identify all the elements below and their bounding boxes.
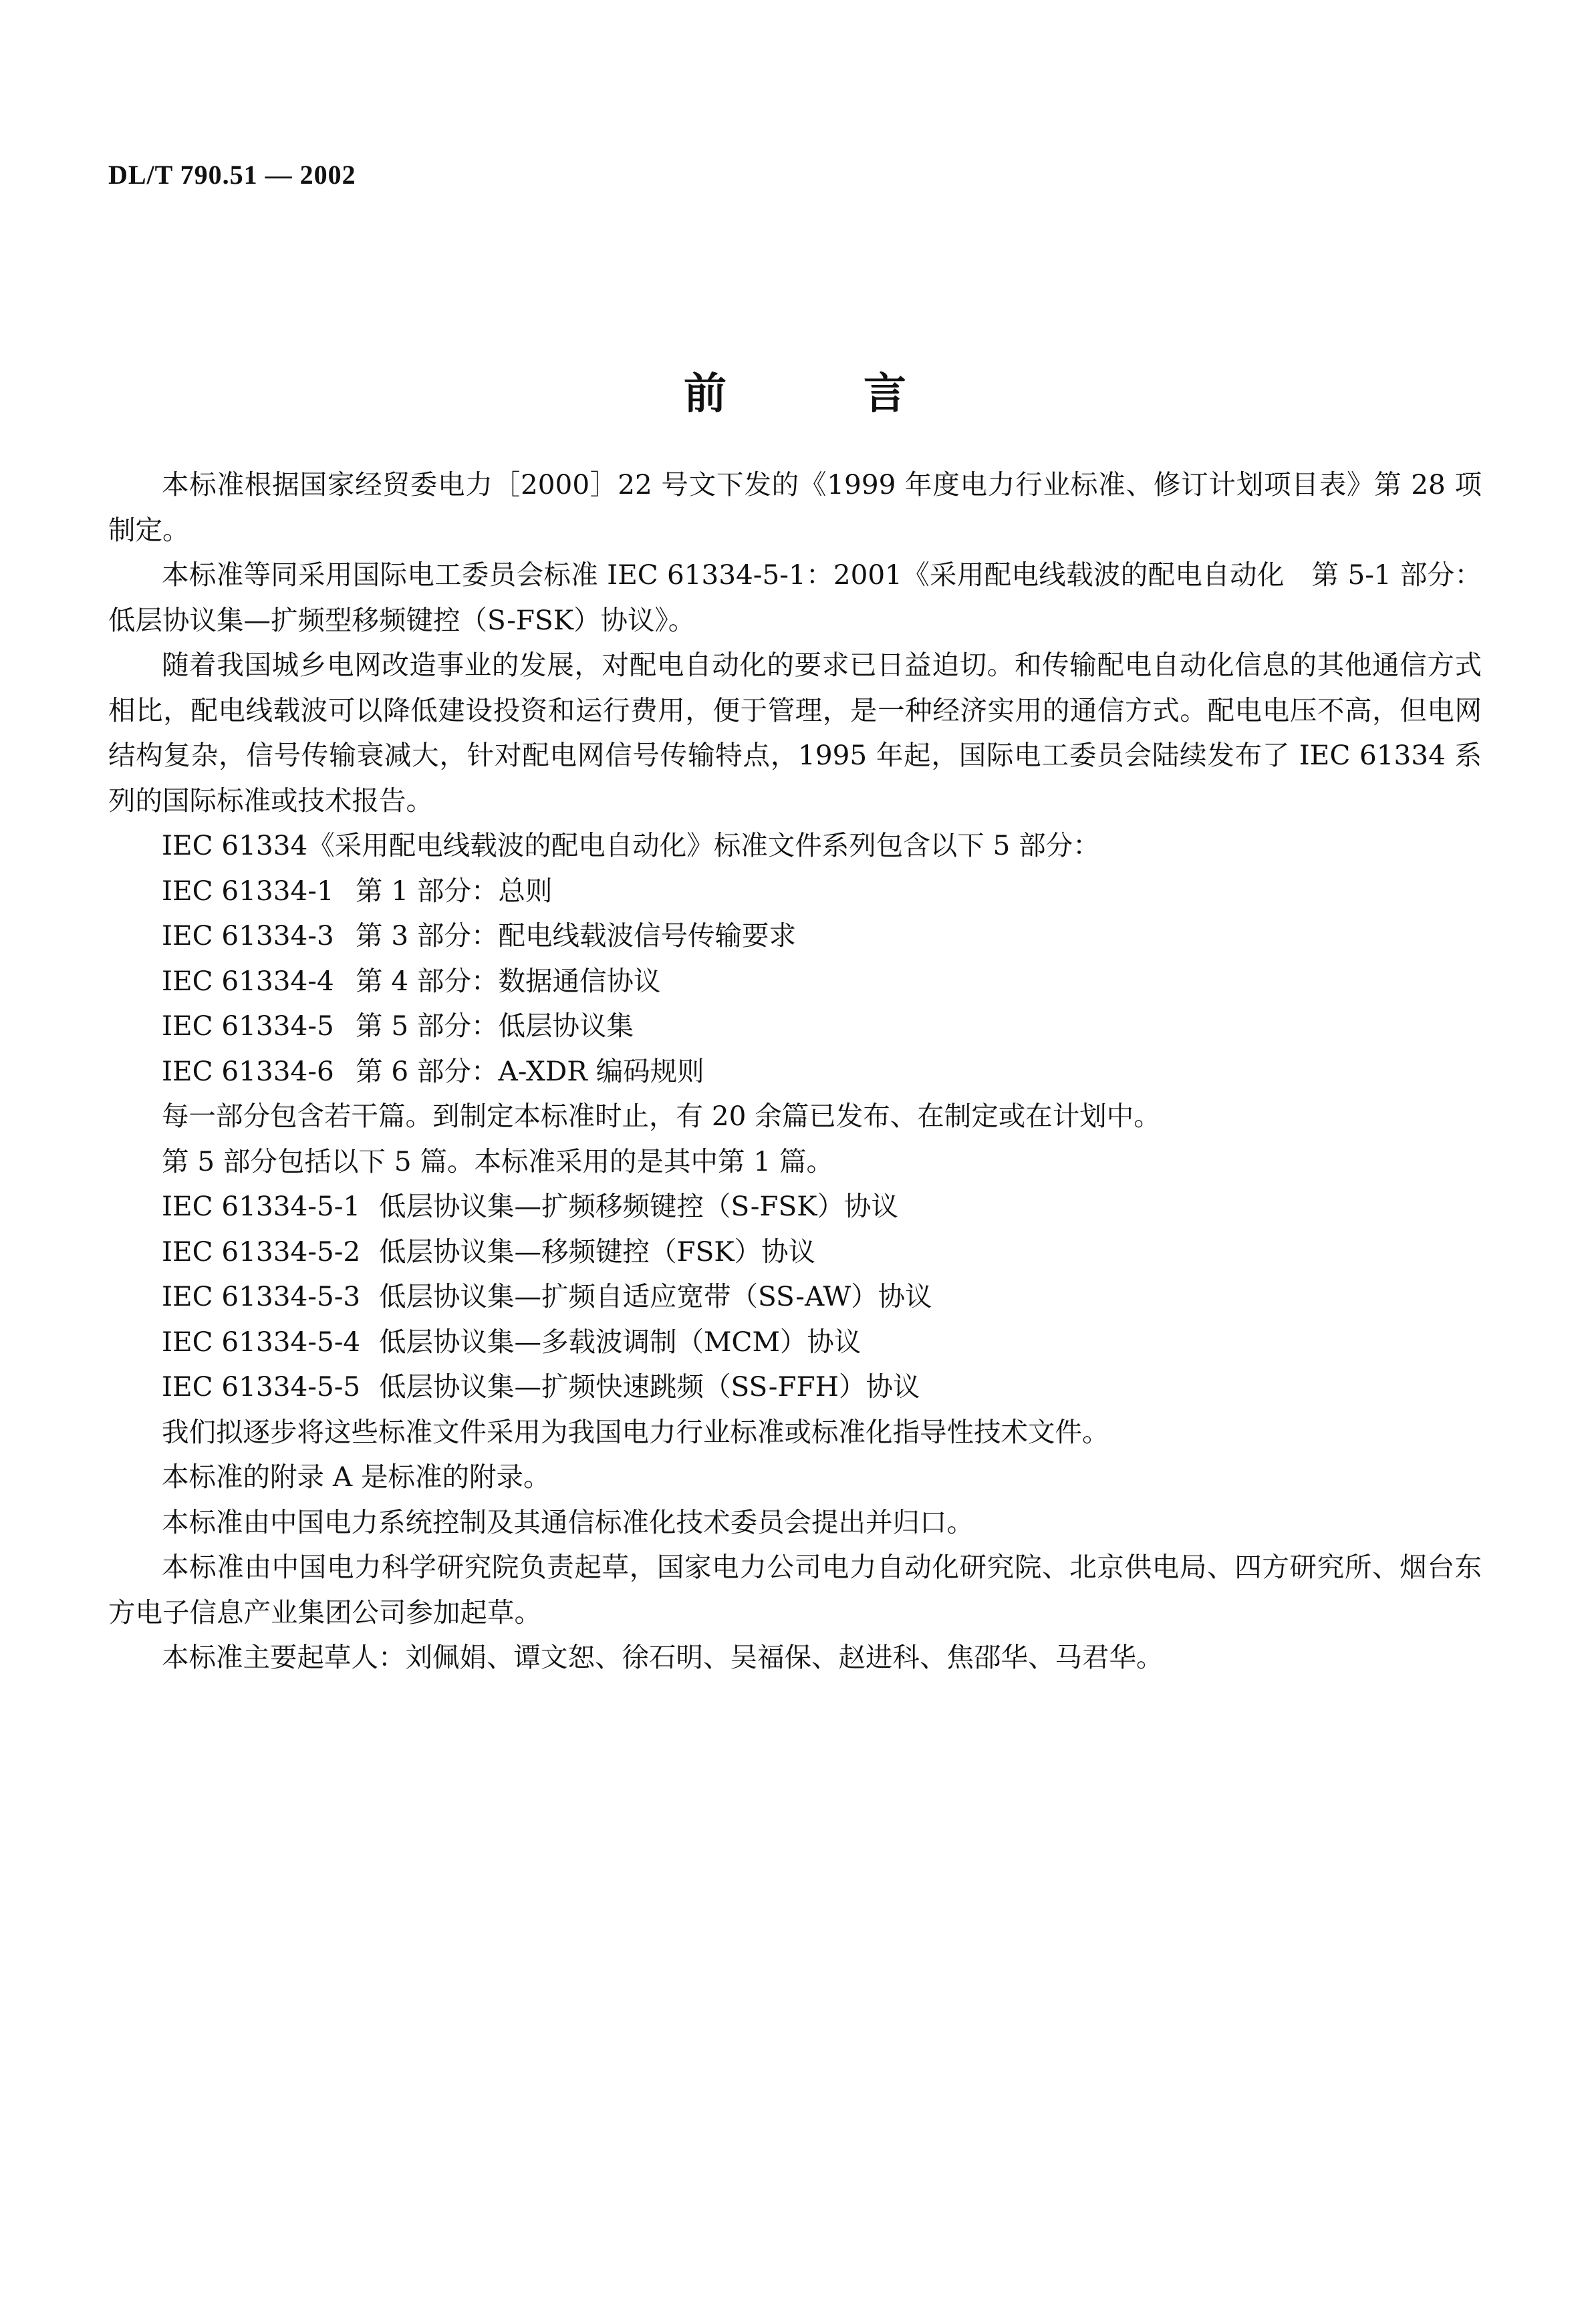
paragraph-sections-intro: 第 5 部分包括以下 5 篇。本标准采用的是其中第 1 篇。 (162, 1145, 834, 1177)
section-desc: 低层协议集—多载波调制（MCM）协议 (379, 1325, 862, 1358)
list-item (108, 1320, 1482, 1365)
sections-list (108, 1184, 1482, 1410)
section-code: IEC 61334-5-3 (162, 1280, 361, 1312)
section-code: IEC 61334-5-4 (162, 1325, 361, 1358)
foreword-body (108, 462, 1482, 1681)
part-desc: 第 4 部分：数据通信协议 (356, 964, 661, 997)
parts-list (108, 869, 1482, 1095)
paragraph-drafters: 本标准主要起草人：刘佩娟、谭文恕、徐石明、吴福保、赵进科、焦邵华、马君华。 (162, 1641, 1164, 1673)
section-code: IEC 61334-5-2 (162, 1235, 361, 1268)
paragraph-basis: 本标准根据国家经贸委电力［2000］22 号文下发的《1999 年度电力行业标准、修订计划项目表》第 28 项制定。 (108, 468, 1482, 546)
section-desc: 低层协议集—扩频移频键控（S-FSK）协议 (379, 1190, 899, 1222)
list-item (108, 1364, 1482, 1410)
paragraph-series-intro: IEC 61334《采用配电线载波的配电自动化》标准文件系列包含以下 5 部分： (162, 829, 1100, 861)
page-title: 前言 (684, 370, 1043, 419)
part-desc: 第 1 部分：总则 (356, 874, 553, 907)
part-code: IEC 61334-3 (162, 919, 334, 952)
part-code: IEC 61334-1 (162, 874, 334, 907)
list-item (108, 913, 1482, 959)
list-item (108, 1004, 1482, 1049)
section-desc: 低层协议集—扩频快速跳频（SS-FFH）协议 (379, 1370, 920, 1403)
list-item (108, 869, 1482, 914)
paragraph-plan: 我们拟逐步将这些标准文件采用为我国电力行业标准或标准化指导性技术文件。 (162, 1415, 1109, 1448)
section-code: IEC 61334-5-1 (162, 1190, 361, 1222)
section-code: IEC 61334-5-5 (162, 1370, 361, 1403)
list-item (108, 1274, 1482, 1320)
list-item (108, 959, 1482, 1004)
document-code: DL/T 790.51 — 2002 (108, 160, 356, 190)
part-code: IEC 61334-6 (162, 1054, 334, 1087)
paragraph-background: 随着我国城乡电网改造事业的发展，对配电自动化的要求已日益迫切。和传输配电自动化信息的其他通信方式相比，配电线载波可以降低建设投资和运行费用，便于管理，是一种经济实用的通信方式。配电电压不高，但电网结构复杂，信号传输衰减大，针对配电网信号传输特点，1995 年起，国际电工委员会陆续发布了 IEC 61334 系列的国际标准或技术报告。 (108, 649, 1482, 817)
paragraph-parts-note: 每一部分包含若干篇。到制定本标准时止，有 20 余篇已发布、在制定或在计划中。 (162, 1100, 1161, 1132)
part-code: IEC 61334-5 (162, 1010, 334, 1042)
section-desc: 低层协议集—移频键控（FSK）协议 (379, 1235, 816, 1268)
part-desc: 第 5 部分：低层协议集 (356, 1010, 634, 1042)
part-desc: 第 3 部分：配电线载波信号传输要求 (356, 919, 797, 952)
paragraph-adoption: 本标准等同采用国际电工委员会标准 IEC 61334-5-1：2001《采用配电线载波的配电自动化 第 5-1 部分：低层协议集—扩频型移频键控（S-FSK）协议》。 (108, 559, 1482, 636)
part-code: IEC 61334-4 (162, 964, 334, 997)
section-desc: 低层协议集—扩频自适应宽带（SS-AW）协议 (379, 1280, 932, 1312)
list-item (108, 1229, 1482, 1275)
list-item (108, 1184, 1482, 1229)
paragraph-proposer: 本标准由中国电力系统控制及其通信标准化技术委员会提出并归口。 (162, 1505, 974, 1538)
paragraph-appendix: 本标准的附录 A 是标准的附录。 (162, 1461, 551, 1493)
paragraph-drafting-units: 本标准由中国电力科学研究院负责起草，国家电力公司电力自动化研究院、北京供电局、四方研究所、烟台东方电子信息产业集团公司参加起草。 (108, 1551, 1482, 1628)
part-desc: 第 6 部分：A-XDR 编码规则 (356, 1054, 704, 1087)
list-item (108, 1049, 1482, 1095)
